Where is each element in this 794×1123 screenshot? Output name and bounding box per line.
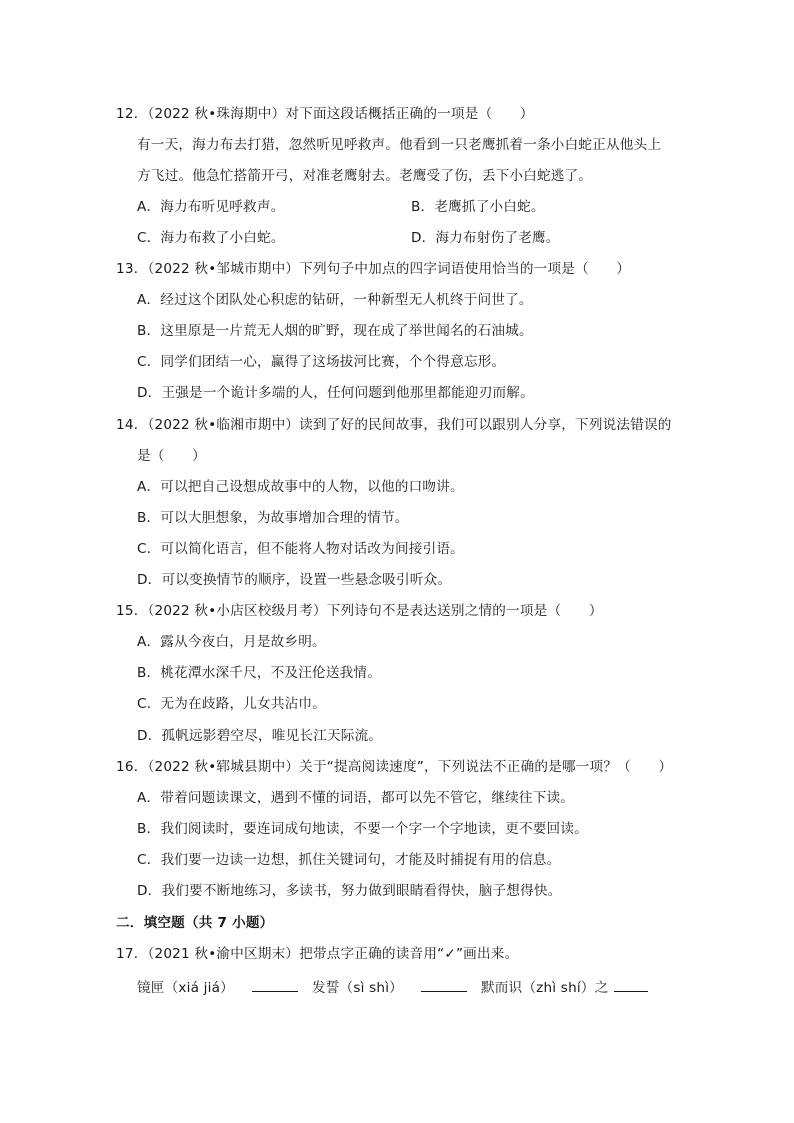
q17-stem: 17．（2021 秋•渝中区期末）把带点字正确的读音用“✓”画出来。 xyxy=(116,946,519,962)
q17-blank-2[interactable] xyxy=(421,977,467,992)
q16-stem: 16．（2022 秋•郓城县期中）关于“提高阅读速度”，下列说法不正确的是哪一项？（ ） xyxy=(116,759,673,775)
section-heading-fill-in: 二．填空题（共 7 小题） xyxy=(116,915,274,931)
q12-option-b: B．老鹰抓了小白蛇。 xyxy=(411,199,545,215)
q15-stem: 15．（2022 秋•小店区校级月考）下列诗句不是表达送别之情的一项是（ ） xyxy=(116,603,603,619)
q15-option-d: D．孤帆远影碧空尽，唯见长江天际流。 xyxy=(137,728,383,744)
q14-stem-line-2: 是（ ） xyxy=(137,448,206,464)
q17-item-1: 镜匣（xiá jiá） xyxy=(137,980,234,996)
q13-option-d: D．王强是一个诡计多端的人，任何问题到他那里都能迎刃而解。 xyxy=(137,385,534,401)
q12-passage-line-2: 方飞过。他急忙搭箭开弓，对准老鹰射去。老鹰受了伤，丢下小白蛇逃了。 xyxy=(137,168,593,184)
q13-option-b: B．这里原是一片荒无人烟的旷野，现在成了举世闻名的石油城。 xyxy=(137,323,533,339)
q17-blank-3[interactable] xyxy=(614,977,648,992)
q13-stem: 13．（2022 秋•邹城市期中）下列句子中加点的四字词语使用恰当的一项是（ ） xyxy=(116,261,631,277)
q14-option-c: C．可以简化语言，但不能将人物对话改为间接引语。 xyxy=(137,541,464,557)
q16-option-b: B．我们阅读时，要连词成句地读，不要一个字一个字地读，更不要回读。 xyxy=(137,821,588,837)
q14-option-d: D．可以变换情节的顺序，设置一些悬念吸引听众。 xyxy=(137,572,452,588)
q15-option-c: C．无为在歧路，儿女共沾巾。 xyxy=(137,696,327,712)
q13-option-c: C．同学们团结一心，赢得了这场拔河比赛，个个得意忘形。 xyxy=(137,354,506,370)
q16-option-c: C．我们要一边读一边想，抓住关键词句，才能及时捕捉有用的信息。 xyxy=(137,852,561,868)
q13-option-a: A．经过这个团队处心积虑的钻研，一种新型无人机终于问世了。 xyxy=(137,292,533,308)
q17-item-2: 发誓（sì shì） xyxy=(311,980,403,996)
q12-option-d: D．海力布射伤了老鹰。 xyxy=(411,230,560,246)
q17-blank-1[interactable] xyxy=(252,977,298,992)
q12-option-a: A．海力布听见呼救声。 xyxy=(137,199,285,215)
q15-option-a: A．露从今夜白，月是故乡明。 xyxy=(137,634,326,650)
q16-option-d: D．我们要不断地练习，多读书，努力做到眼睛看得快，脑子想得快。 xyxy=(137,883,562,899)
q12-passage-line-1: 有一天，海力布去打猎，忽然听见呼救声。他看到一只老鹰抓着一条小白蛇正从他头上 xyxy=(137,137,662,153)
q15-option-b: B．桃花潭水深千尺，不及汪伦送我情。 xyxy=(137,665,382,681)
q12-stem: 12．（2022 秋•珠海期中）对下面这段话概括正确的一项是（ ） xyxy=(116,106,534,122)
q14-option-b: B．可以大胆想象，为故事增加合理的情节。 xyxy=(137,510,409,526)
q14-stem-line-1: 14．（2022 秋•临湘市期中）读到了好的民间故事，我们可以跟别人分享，下列说法错误的 xyxy=(116,417,672,433)
q17-items-row xyxy=(137,977,648,997)
q17-item-3: 默而识（zhì shí）之 xyxy=(480,980,609,996)
q14-option-a: A．可以把自己设想成故事中的人物，以他的口吻讲。 xyxy=(137,479,464,495)
q12-option-c: C．海力布救了小白蛇。 xyxy=(137,230,285,246)
q16-option-a: A．带着问题读课文，遇到不懂的词语，都可以先不管它，继续往下读。 xyxy=(137,790,575,806)
